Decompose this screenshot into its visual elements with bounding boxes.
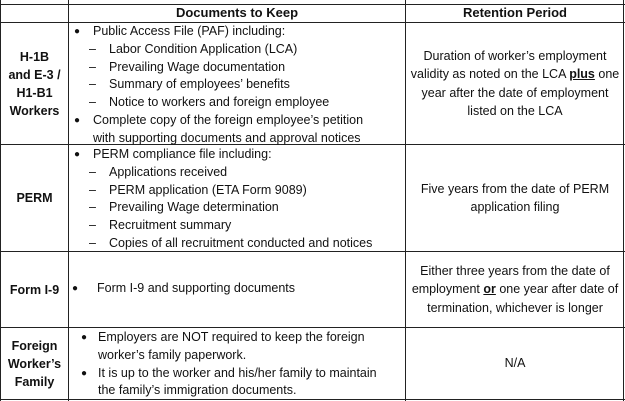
row-label-line: and E-3 / bbox=[8, 67, 61, 82]
list-item-text: PERM application (ETA Form 9089) bbox=[109, 182, 307, 197]
list-item-text: worker’s family paperwork. bbox=[98, 347, 247, 362]
row-label-line: H-1B bbox=[19, 49, 50, 64]
retention-text: Five years from the date of PERM application filing bbox=[420, 181, 610, 214]
list-item bbox=[69, 182, 405, 200]
list-item bbox=[69, 199, 405, 217]
row-label-h1b bbox=[1, 23, 68, 144]
retention-perm bbox=[406, 145, 624, 251]
list-item bbox=[69, 146, 405, 164]
retention-emphasis: plus bbox=[569, 67, 595, 81]
retention-text: Either three years from the date of employment bbox=[411, 263, 610, 297]
list-item bbox=[69, 280, 405, 298]
list-item-text: Prevailing Wage determination bbox=[109, 200, 279, 215]
row-label-perm bbox=[1, 145, 68, 251]
row-label-line: Family bbox=[14, 374, 55, 389]
list-item-text: Applications received bbox=[109, 164, 228, 179]
list-item-text: Form I-9 and supporting documents bbox=[97, 281, 296, 295]
dash-icon: – bbox=[89, 41, 96, 56]
documents-h1b bbox=[69, 23, 405, 144]
list-item bbox=[69, 76, 405, 94]
retention-text: N/A bbox=[504, 356, 526, 371]
dash-icon: – bbox=[89, 59, 96, 74]
list-item bbox=[69, 235, 405, 253]
row-label-i9 bbox=[1, 252, 68, 327]
dash-icon: – bbox=[89, 200, 96, 215]
list-item bbox=[69, 329, 405, 347]
retention-family bbox=[406, 328, 624, 399]
list-item bbox=[69, 59, 405, 77]
list-item-text: with supporting documents and approval notices bbox=[93, 130, 361, 145]
dash-icon: – bbox=[89, 164, 96, 179]
dash-icon: – bbox=[89, 95, 96, 110]
row-label-family bbox=[1, 328, 68, 399]
list-item bbox=[69, 94, 405, 112]
list-item bbox=[69, 130, 405, 148]
retention-text: one year after date of termination, whichever is longer bbox=[427, 282, 619, 315]
list-item bbox=[69, 347, 405, 365]
list-item bbox=[69, 365, 405, 383]
list-item-text: It is up to the worker and his/her family to maintain bbox=[98, 365, 377, 380]
list-item-text: Prevailing Wage documentation bbox=[109, 59, 286, 74]
dash-icon: – bbox=[89, 218, 96, 233]
dash-icon: – bbox=[89, 182, 96, 197]
row-label-line: H1-B1 bbox=[16, 85, 53, 100]
bullet-icon: ● bbox=[74, 114, 81, 126]
documents-i9 bbox=[69, 280, 405, 300]
header-retention: Retention Period bbox=[462, 5, 567, 20]
list-item bbox=[69, 217, 405, 235]
list-item-text: Public Access File (PAF) including: bbox=[93, 24, 286, 38]
list-item-text: Summary of employees’ benefits bbox=[109, 77, 290, 92]
list-item bbox=[69, 23, 405, 41]
list-item bbox=[69, 41, 405, 59]
bullet-icon: ● bbox=[74, 149, 81, 160]
retention-i9 bbox=[406, 252, 624, 327]
documents-perm bbox=[69, 146, 405, 251]
retention-emphasis: or bbox=[483, 282, 496, 297]
row-label-line: Form I-9 bbox=[9, 282, 60, 297]
list-item-text: PERM compliance file including: bbox=[93, 147, 272, 161]
retention-h1b bbox=[406, 23, 624, 144]
row-label-line: Worker’s bbox=[7, 356, 62, 371]
list-item-text: the family’s immigration documents. bbox=[98, 383, 297, 398]
documents-family bbox=[69, 329, 405, 399]
list-item-text: Notice to workers and foreign employee bbox=[109, 95, 330, 110]
row-label-line: PERM bbox=[16, 191, 53, 205]
bullet-icon: ● bbox=[81, 367, 88, 379]
retention-text: Duration of worker’s employment validity as noted on the LCA bbox=[410, 48, 607, 81]
list-item bbox=[69, 164, 405, 182]
list-item-text: Complete copy of the foreign employee’s petition bbox=[93, 112, 364, 127]
retention-text: one year after the date of employment listed on the LCA bbox=[421, 67, 620, 118]
header-documents: Documents to Keep bbox=[175, 5, 299, 20]
list-item bbox=[69, 382, 405, 400]
dash-icon: – bbox=[89, 77, 96, 92]
list-item-text: Recruitment summary bbox=[109, 218, 232, 233]
bullet-icon: ● bbox=[74, 26, 81, 37]
list-item-text: Copies of all recruitment conducted and notices bbox=[109, 235, 373, 250]
dash-icon: – bbox=[89, 235, 96, 250]
bullet-icon: ● bbox=[72, 283, 79, 294]
list-item bbox=[69, 112, 405, 130]
row-label-line: Foreign bbox=[11, 338, 58, 353]
row-label-line: Workers bbox=[9, 103, 60, 118]
list-item-text: Employers are NOT required to keep the foreign bbox=[98, 330, 365, 344]
list-item-text: Labor Condition Application (LCA) bbox=[109, 41, 298, 56]
bullet-icon: ● bbox=[81, 332, 88, 343]
